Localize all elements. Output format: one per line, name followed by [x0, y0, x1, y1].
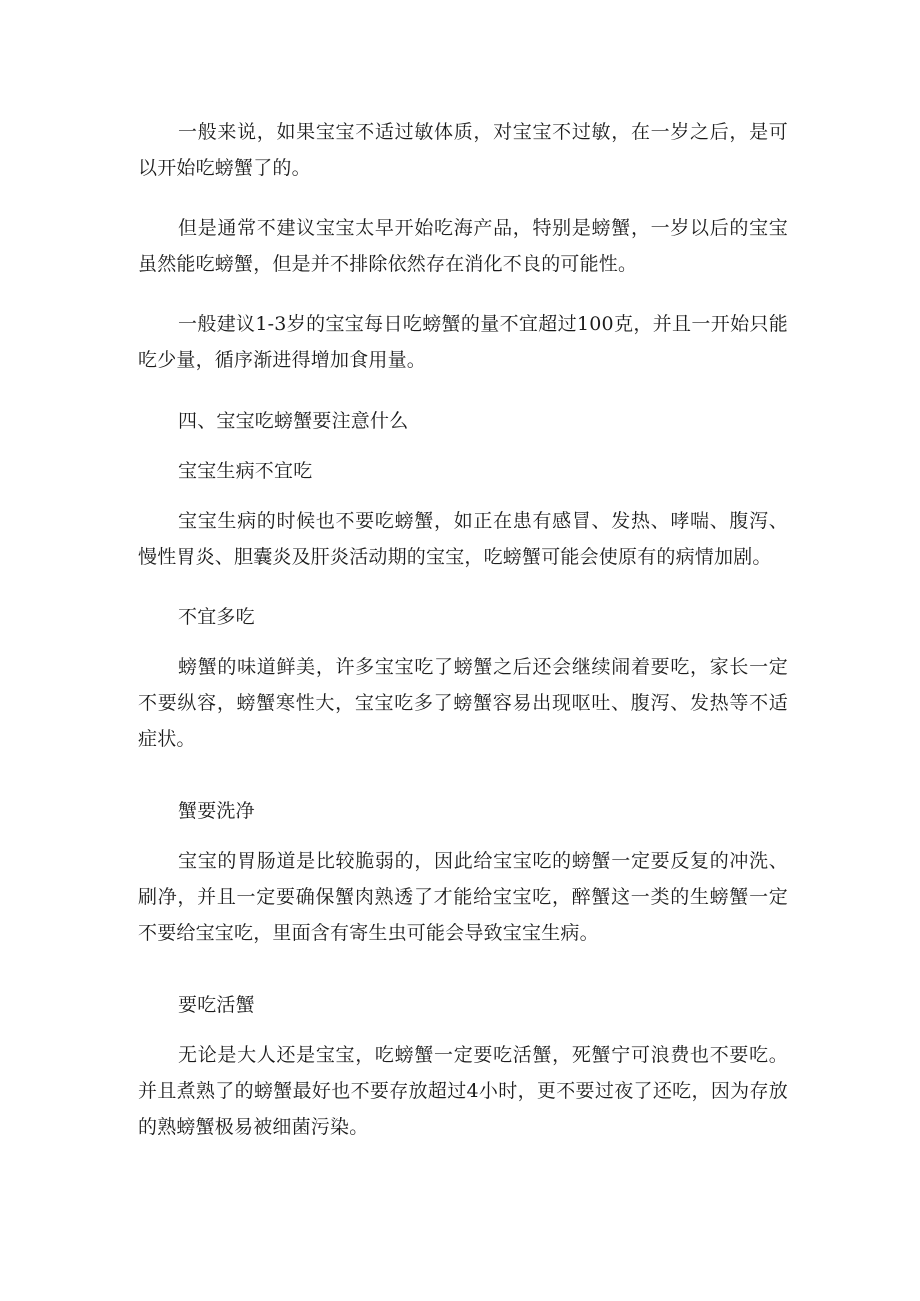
paragraph-sick: 宝宝生病的时候也不要吃螃蟹，如正在患有感冒、发热、哮喘、腹泻、慢性胃炎、胆囊炎及肝炎活动期的宝宝，吃螃蟹可能会使原有的病情加剧。 [138, 510, 788, 568]
paragraph-live-crab: 无论是大人还是宝宝，吃螃蟹一定要吃活蟹，死蟹宁可浪费也不要吃。并且煮熟了的螃蟹最好也不要存放超过4小时，更不要过夜了还吃，因为存放的熟螃蟹极易被细菌污染。 [138, 1044, 788, 1138]
paragraph-not-too-much: 螃蟹的味道鲜美，许多宝宝吃了螃蟹之后还会继续闹着要吃，家长一定不要纵容，螃蟹寒性大，宝宝吃多了螃蟹容易出现呕吐、腹泻、发热等不适症状。 [138, 656, 788, 750]
subheading-live-crab: 要吃活蟹 [178, 994, 255, 1016]
subheading-sick: 宝宝生病不宜吃 [178, 460, 313, 482]
paragraph-seafood-caution: 但是通常不建议宝宝太早开始吃海产品，特别是螃蟹，一岁以后的宝宝虽然能吃螃蟹，但是并不排除依然存在消化不良的可能性。 [138, 217, 788, 275]
subheading-not-too-much: 不宜多吃 [178, 606, 255, 628]
paragraph-wash: 宝宝的胃肠道是比较脆弱的，因此给宝宝吃的螃蟹一定要反复的冲洗、刷净，并且一定要确保蟹肉熟透了才能给宝宝吃，醉蟹这一类的生螃蟹一定不要给宝宝吃，里面含有寄生虫可能会导致宝宝生病。 [138, 850, 788, 944]
section-heading-precautions: 四、宝宝吃螃蟹要注意什么 [178, 410, 409, 432]
subheading-wash: 蟹要洗净 [178, 800, 255, 822]
paragraph-age-intro: 一般来说，如果宝宝不适过敏体质，对宝宝不过敏，在一岁之后，是可以开始吃螃蟹了的。 [138, 121, 788, 179]
paragraph-daily-amount: 一般建议1-3岁的宝宝每日吃螃蟹的量不宜超过100克，并且一开始只能吃少量，循序渐进得增加食用量。 [138, 313, 788, 371]
